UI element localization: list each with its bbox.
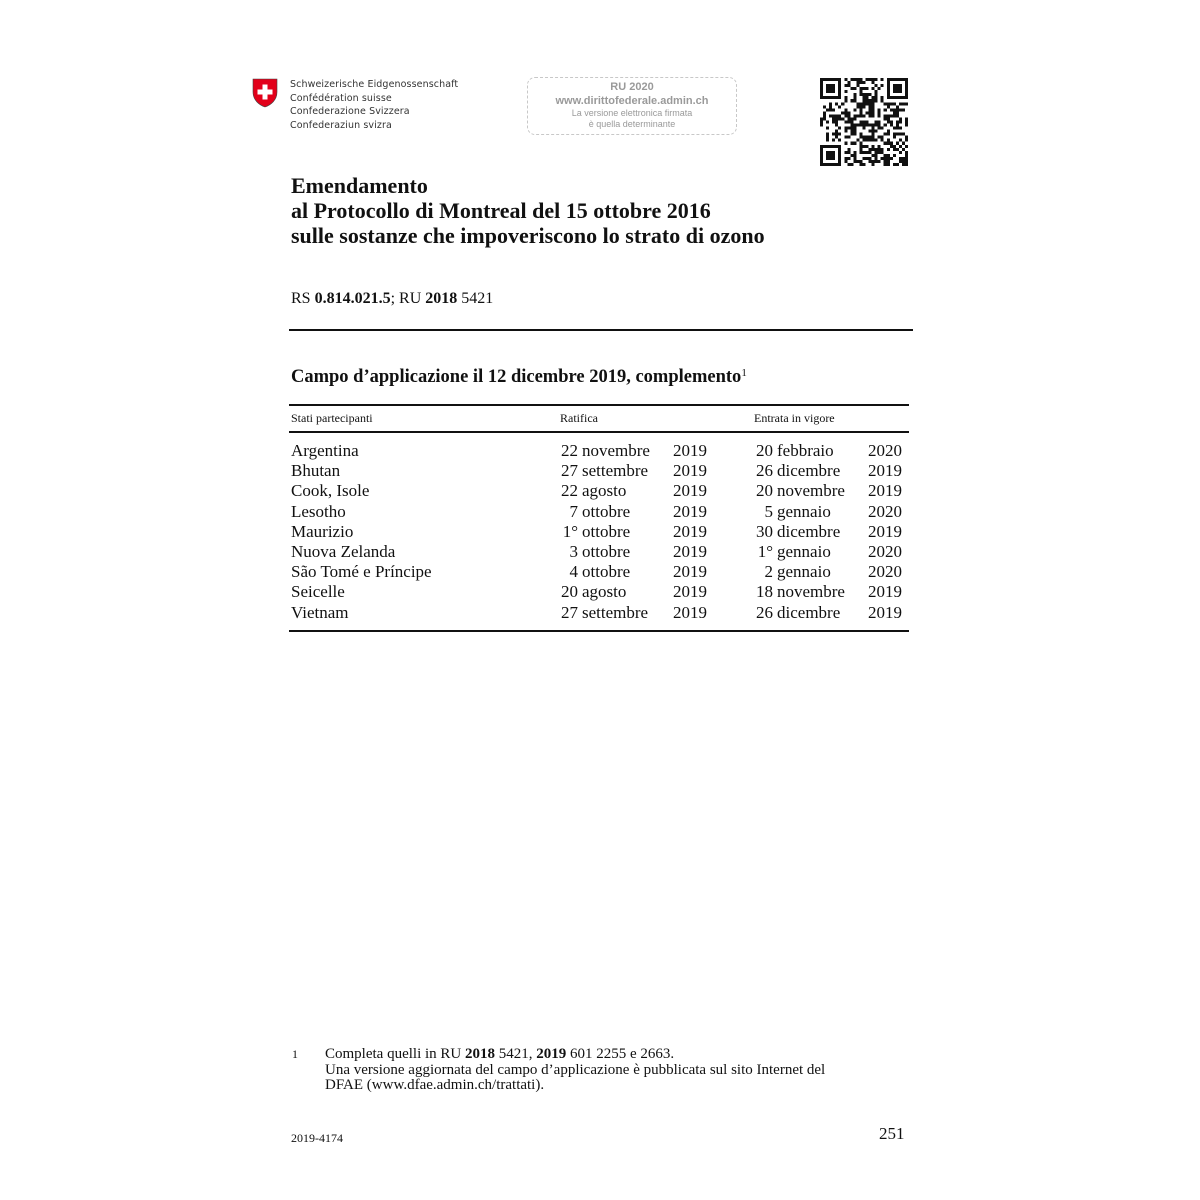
cell-entry-day: 20 xyxy=(756,481,773,501)
cell-ratification-month: ottobre xyxy=(582,562,631,582)
cell-state: Maurizio xyxy=(291,521,354,541)
cell-ratification-year: 2019 xyxy=(673,602,707,622)
cell-ratification-day: 4 xyxy=(569,562,578,582)
cell-ratification-month: agosto xyxy=(582,582,627,602)
stamp-ru-year: RU 2020 xyxy=(610,81,654,93)
qr-code-modules xyxy=(820,78,908,166)
footnote-line-1 xyxy=(325,1047,825,1063)
table-header-states: Stati partecipanti xyxy=(291,411,373,425)
ref-ru-sep: ; RU xyxy=(390,290,426,307)
cell-entry-month: dicembre xyxy=(777,521,841,541)
cell-entry-month: febbraio xyxy=(777,441,834,460)
cell-entry-day: 20 xyxy=(756,441,773,460)
cell-entry-day: 18 xyxy=(756,582,773,602)
cell-entry-month: novembre xyxy=(777,582,845,602)
table-row xyxy=(291,461,909,481)
cell-entry-year: 2020 xyxy=(868,501,902,521)
qr-code-icon xyxy=(820,78,908,166)
cell-entry-day: 26 xyxy=(756,602,773,622)
participants-table-body xyxy=(291,441,909,623)
cell-entry-year: 2020 xyxy=(868,541,902,561)
document-reference xyxy=(291,290,493,308)
cell-ratification-day: 7 xyxy=(569,501,578,521)
cell-entry-year: 2019 xyxy=(868,582,902,602)
cell-ratification-month: ottobre xyxy=(582,521,631,541)
cell-entry-month: novembre xyxy=(777,481,845,501)
swiss-coat-of-arms-icon xyxy=(252,78,278,108)
cell-entry-month: gennaio xyxy=(777,541,831,561)
cell-ratification-year: 2019 xyxy=(673,582,707,602)
cell-entry-day: 30 xyxy=(756,521,773,541)
footnote-l1-c: 5421, xyxy=(495,1046,537,1062)
cell-ratification-year: 2019 xyxy=(673,541,707,561)
table-row xyxy=(291,542,909,562)
cell-state: Nuova Zelanda xyxy=(291,541,396,561)
footnote-l1-e: 601 2255 e 2663. xyxy=(566,1046,675,1062)
cell-ratification-year: 2019 xyxy=(673,441,707,460)
cell-entry-year: 2019 xyxy=(868,481,902,501)
cell-state: Seicelle xyxy=(291,582,345,602)
cell-ratification-day: 27 xyxy=(561,602,578,622)
cell-ratification-year: 2019 xyxy=(673,562,707,582)
title-line-1: Emendamento xyxy=(291,173,428,198)
cell-state: Argentina xyxy=(291,441,359,460)
cell-entry-year: 2019 xyxy=(868,461,902,481)
title-line-2: al Protocollo di Montreal del 15 ottobre 2016 xyxy=(291,198,711,223)
cell-entry-year: 2019 xyxy=(868,521,902,541)
cell-ratification-day: 20 xyxy=(561,582,578,602)
cell-ratification-month: ottobre xyxy=(582,501,631,521)
cell-ratification-month: settembre xyxy=(582,602,649,622)
table-top-rule xyxy=(289,404,909,406)
cell-ratification-month: agosto xyxy=(582,481,627,501)
subtitle-footnote-mark: 1 xyxy=(741,367,747,379)
page-number: 251 xyxy=(879,1124,905,1143)
confederation-line-it: Confederazione Svizzera xyxy=(290,106,410,117)
footnote-l1-d: 2019 xyxy=(536,1046,567,1062)
cell-ratification-year: 2019 xyxy=(673,501,707,521)
cell-entry-day: 1° xyxy=(757,541,773,561)
table-header-rule xyxy=(289,431,909,433)
footnote-l1-b: 2018 xyxy=(465,1046,495,1062)
cell-ratification-day: 27 xyxy=(561,461,578,481)
cell-ratification-year: 2019 xyxy=(673,461,707,481)
cell-ratification-year: 2019 xyxy=(673,521,707,541)
cell-state: Lesotho xyxy=(291,501,346,521)
cell-state: São Tomé e Príncipe xyxy=(291,562,432,582)
subtitle-text: Campo d’applicazione il 12 dicembre 2019, complemento xyxy=(291,367,742,387)
footnote-mark: 1 xyxy=(292,1047,298,1061)
stamp-website: www.dirittofederale.admin.ch xyxy=(555,95,709,107)
cell-entry-year: 2020 xyxy=(868,562,902,582)
cell-ratification-month: settembre xyxy=(582,461,649,481)
ref-ru-year: 2018 xyxy=(425,290,458,307)
confederation-line-rm: Confederaziun svizra xyxy=(290,119,392,131)
table-row xyxy=(291,502,909,522)
table-row xyxy=(291,441,909,461)
title-line-3: sulle sostanze che impoveriscono lo strato di ozono xyxy=(291,223,765,248)
cell-state: Vietnam xyxy=(291,602,349,622)
table-row xyxy=(291,562,909,582)
cell-ratification-day: 22 xyxy=(561,481,578,501)
cell-ratification-year: 2019 xyxy=(673,481,707,501)
cell-ratification-day: 3 xyxy=(569,541,578,561)
cell-entry-day: 2 xyxy=(764,562,773,582)
table-header-entry-into-force: Entrata in vigore xyxy=(754,411,835,425)
cell-entry-month: dicembre xyxy=(777,602,841,622)
cell-entry-day: 26 xyxy=(756,461,773,481)
cell-ratification-day: 1° xyxy=(562,521,578,541)
stamp-note-line2: è quella determinante xyxy=(588,119,676,129)
table-row xyxy=(291,481,909,501)
cell-entry-year: 2019 xyxy=(868,602,902,622)
ref-ru-page: 5421 xyxy=(457,290,494,307)
table-row xyxy=(291,522,909,542)
title-divider xyxy=(289,329,913,331)
stamp-note-line1: La versione elettronica firmata xyxy=(571,108,693,118)
cell-entry-month: dicembre xyxy=(777,461,841,481)
footnote-text xyxy=(325,1047,825,1094)
cell-entry-year: 2020 xyxy=(868,441,902,460)
table-header-ratification: Ratifica xyxy=(560,411,598,425)
table-bottom-rule xyxy=(289,630,909,632)
footnote-l1-a: Completa quelli in RU xyxy=(325,1046,465,1062)
document-title xyxy=(291,173,765,248)
table-row xyxy=(291,582,909,602)
cell-state: Cook, Isole xyxy=(291,481,370,501)
footnote-line-2: Una versione aggiornata del campo d’applicazione è pubblicata sul sito Internet del xyxy=(325,1061,826,1078)
document-id: 2019-4174 xyxy=(291,1131,343,1145)
cell-state: Bhutan xyxy=(291,461,341,481)
confederation-line-fr: Confédération suisse xyxy=(290,92,392,104)
confederation-names xyxy=(290,78,458,132)
ref-rs-number: 0.814.021.5 xyxy=(314,290,391,307)
section-subtitle xyxy=(291,367,747,388)
cell-ratification-month: ottobre xyxy=(582,541,631,561)
table-row xyxy=(291,603,909,623)
confederation-line-de: Schweizerische Eidgenossenschaft xyxy=(290,79,459,90)
cell-ratification-month: novembre xyxy=(582,441,650,460)
cell-entry-day: 5 xyxy=(764,501,773,521)
footnote-line-3: DFAE (www.dfae.admin.ch/trattati). xyxy=(325,1077,545,1093)
ref-rs-prefix: RS xyxy=(291,290,315,307)
cell-entry-month: gennaio xyxy=(777,501,831,521)
cell-entry-month: gennaio xyxy=(777,562,831,582)
official-publication-stamp xyxy=(527,77,737,135)
cell-ratification-day: 22 xyxy=(561,441,578,460)
